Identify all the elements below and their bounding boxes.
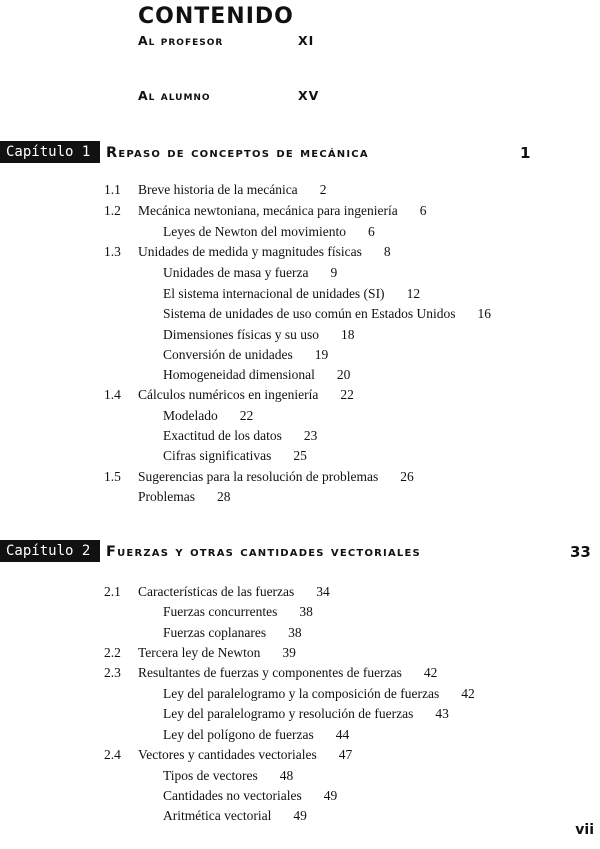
- front-matter-label: Al alumno: [138, 88, 211, 103]
- chapter-tag: Capítulo 1: [0, 141, 100, 163]
- section-number: 1.1: [104, 182, 121, 197]
- entry-text: Resultantes de fuerzas y componentes de fuerzas: [138, 665, 402, 680]
- entry-page: 38: [288, 625, 302, 640]
- entry-page: 19: [314, 347, 329, 362]
- entry-text: Unidades de medida y magnitudes físicas: [138, 244, 362, 259]
- entry-page: 42: [461, 686, 475, 701]
- entry-page: 22: [340, 387, 354, 402]
- entry-text: Aritmética vectorial: [163, 808, 272, 823]
- entry-page: 42: [423, 665, 438, 680]
- entry-page: 18: [341, 327, 355, 342]
- entry-page: 16: [477, 306, 491, 321]
- entry-text: Exactitud de los datos: [163, 428, 282, 443]
- entry-page: 9: [330, 265, 338, 280]
- page-number: vii: [575, 822, 594, 838]
- section-number: 1.4: [104, 387, 121, 402]
- entry-page: 39: [282, 645, 296, 660]
- front-matter-profesor[interactable]: [138, 33, 315, 48]
- chapter-1-heading[interactable]: [0, 141, 600, 163]
- entry-text: Cálculos numéricos en ingeniería: [138, 387, 319, 402]
- entry-page: 48: [279, 768, 294, 783]
- entry-page: 20: [336, 367, 351, 382]
- entry-text: El sistema internacional de unidades (SI): [163, 286, 385, 301]
- section-number: 1.3: [104, 244, 121, 259]
- front-matter-alumno[interactable]: [138, 88, 320, 103]
- entry-text: Fuerzas coplanares: [163, 625, 267, 640]
- entry-page: 43: [435, 706, 449, 721]
- section-number: 1.5: [104, 469, 121, 484]
- section-number: 1.2: [104, 203, 121, 218]
- entry-page: 6: [367, 224, 375, 239]
- entry-text: Ley del polígono de fuerzas: [163, 727, 314, 742]
- chapter-page: 33: [570, 543, 591, 561]
- entry-page: 25: [293, 448, 307, 463]
- entry-page: 34: [316, 584, 330, 599]
- entry-page: 49: [323, 788, 338, 803]
- chapter-title: Fuerzas y otras cantidades vectoriales: [106, 544, 421, 560]
- entry-page: 49: [293, 808, 307, 823]
- entry-page: 22: [239, 408, 254, 423]
- entry-text: Tercera ley de Newton: [138, 645, 261, 660]
- chapter-2-heading[interactable]: [0, 540, 600, 562]
- entry-text: Mecánica newtoniana, mecánica para ingeniería: [138, 203, 398, 218]
- entry-text: Conversión de unidades: [163, 347, 293, 362]
- entry-text: Breve historia de la mecánica: [138, 182, 298, 197]
- entry-page: 8: [383, 244, 391, 259]
- section-number: 2.1: [104, 584, 121, 599]
- section-number: 2.4: [104, 747, 121, 762]
- entry-page: 6: [419, 203, 427, 218]
- entry-text: Características de las fuerzas: [138, 584, 295, 599]
- entry-text: Sistema de unidades de uso común en Estados Unidos: [163, 306, 456, 321]
- chapter-page: 1: [520, 144, 531, 162]
- entry-page: 12: [406, 286, 421, 301]
- section-number: 2.2: [104, 645, 121, 660]
- front-matter-page: XV: [298, 88, 320, 103]
- entry-text: Dimensiones físicas y su uso: [163, 327, 319, 342]
- entry-text: Problemas: [138, 489, 195, 504]
- entry-page: 2: [319, 182, 327, 197]
- entry-text: Unidades de masa y fuerza: [163, 265, 309, 280]
- page-title: CONTENIDO: [138, 4, 294, 29]
- front-matter-label: Al profesor: [138, 33, 224, 48]
- entry-text: Vectores y cantidades vectoriales: [138, 747, 317, 762]
- entry-text: Ley del paralelogramo y la composición de fuerzas: [163, 686, 440, 701]
- chapter-tag: Capítulo 2: [0, 540, 100, 562]
- entry-text: Ley del paralelogramo y resolución de fuerzas: [163, 706, 414, 721]
- entry-text: Homogeneidad dimensional: [163, 367, 315, 382]
- entry-page: 44: [335, 727, 350, 742]
- chapter-title: Repaso de conceptos de mecánica: [106, 145, 369, 161]
- entry-page: 47: [338, 747, 353, 762]
- entry-text: Leyes de Newton del movimiento: [163, 224, 346, 239]
- entry-text: Fuerzas concurrentes: [163, 604, 278, 619]
- entry-text: Cantidades no vectoriales: [163, 788, 302, 803]
- entry-page: 28: [217, 489, 231, 504]
- entry-page: 23: [303, 428, 318, 443]
- front-matter-page: XI: [298, 33, 315, 48]
- section-number: 2.3: [104, 665, 121, 680]
- entry-page: 38: [299, 604, 313, 619]
- entry-text: Cifras significativas: [163, 448, 272, 463]
- entry-page: 26: [400, 469, 414, 484]
- entry-text: Sugerencias para la resolución de problemas: [138, 469, 379, 484]
- entry-text: Tipos de vectores: [163, 768, 258, 783]
- entry-text: Modelado: [163, 408, 218, 423]
